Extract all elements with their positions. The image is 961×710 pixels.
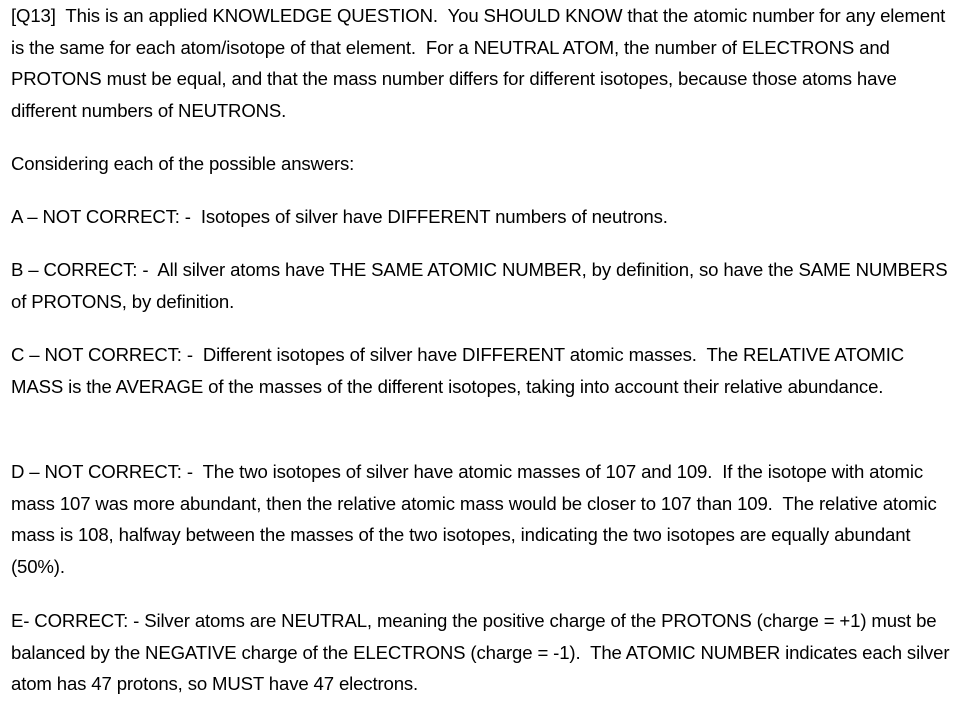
answer-e-paragraph: E- CORRECT: - Silver atoms are NEUTRAL, meaning the positive charge of the PROTONS (charge = +1) must be balanced by the NEGATIVE charge of the ELECTRONS (charge = -1). The ATOMIC NUMBER indicates each silver atom has 47 protons, so MUST have 47 electrons. bbox=[11, 610, 955, 695]
answer-c-paragraph: C – NOT CORRECT: - Different isotopes of silver have DIFFERENT atomic masses. The RELATIVE ATOMIC MASS is the AVERAGE of the masses of the different isotopes, taking into account their relative abundance. bbox=[11, 344, 910, 397]
answer-b-paragraph: B – CORRECT: - All silver atoms have THE SAME ATOMIC NUMBER, by definition, so have the SAME NUMBERS of PROTONS, by definition. bbox=[11, 259, 953, 312]
answer-d-paragraph: D – NOT CORRECT: - The two isotopes of silver have atomic masses of 107 and 109. If the isotope with atomic mass 107 was more abundant, then the relative atomic mass would be closer to 107 than 109. The relative atomic mass is 108, halfway between the masses of the two isotopes, indicating the two isotopes are equally abundant (50%). bbox=[11, 461, 942, 577]
considering-heading: Considering each of the possible answers: bbox=[11, 153, 355, 174]
question-intro-paragraph: [Q13] This is an applied KNOWLEDGE QUESTION. You SHOULD KNOW that the atomic number for any element is the same for each atom/isotope of that element. For a NEUTRAL ATOM, the number of ELECTRONS and PROTONS must be equal, and that the mass number differs for different isotopes, because those atoms have different numbers of NEUTRONS. bbox=[11, 5, 951, 121]
answer-a-paragraph: A – NOT CORRECT: - Isotopes of silver have DIFFERENT numbers of neutrons. bbox=[11, 206, 668, 227]
